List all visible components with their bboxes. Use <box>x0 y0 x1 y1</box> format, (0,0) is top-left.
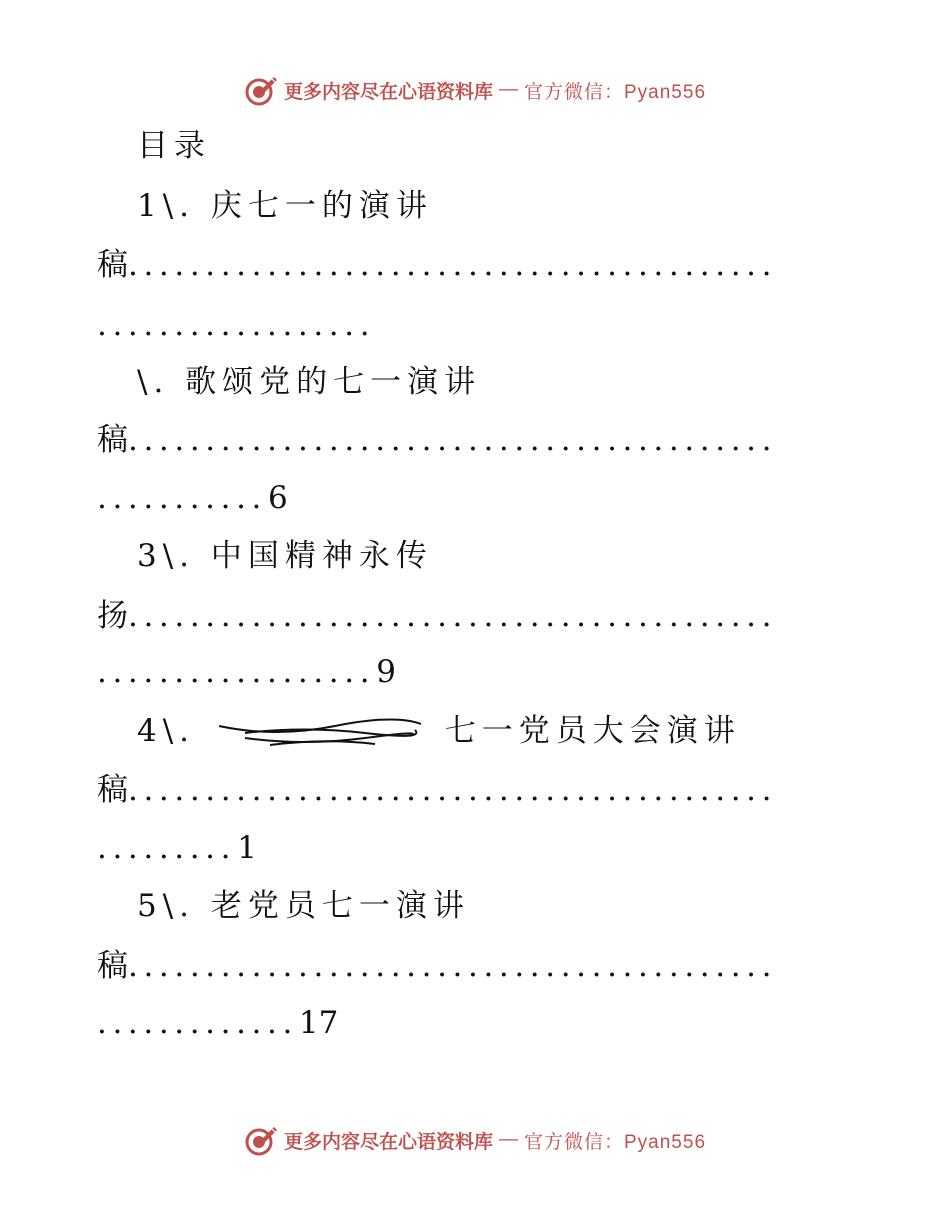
toc-entry-title: 歌颂党的七一演讲 <box>185 364 482 400</box>
leader-dots: ........... <box>97 480 267 516</box>
toc-entry-title: 中国精神永传 <box>210 538 433 574</box>
toc-entry-number: 3\. <box>137 538 196 574</box>
toc-entry-page: 1 <box>237 830 257 866</box>
toc-entry-5-tail <box>97 1003 338 1043</box>
banner-wechat: 官方微信：Pyan556 <box>524 81 707 103</box>
toc-entry-page: 9 <box>376 654 396 690</box>
toc-entry-2-heading[interactable] <box>137 362 481 402</box>
banner-text: 更多内容尽在心语资料库 <box>283 1130 493 1153</box>
banner-text: 更多内容尽在心语资料库 <box>283 80 493 103</box>
leader-dots: .......................................... <box>128 422 778 458</box>
toc-entry-title: 庆七一的演讲 <box>210 188 433 224</box>
toc-entry-1-heading[interactable] <box>137 186 433 226</box>
toc-entry-1-leader <box>97 245 843 285</box>
leader-dots: .................. <box>97 654 376 690</box>
leader-dots: ............. <box>97 1005 298 1041</box>
footer-banner <box>0 1120 950 1160</box>
pen-logo-icon <box>244 1123 278 1157</box>
toc-entry-lead-char: 扬 <box>97 598 128 634</box>
leader-dots: .......................................... <box>128 772 778 808</box>
toc-entry-number: \. <box>137 364 170 400</box>
toc-entry-2-tail <box>97 478 288 518</box>
toc-entry-4-leader <box>97 770 843 810</box>
toc-entry-3-heading[interactable] <box>137 536 433 576</box>
pen-logo-icon <box>244 73 278 107</box>
toc-entry-number: 1\. <box>137 188 196 224</box>
leader-dots: .......................................... <box>128 598 778 634</box>
toc-entry-number: 4\. <box>137 713 196 749</box>
toc-entry-1-tail <box>97 305 376 345</box>
toc-entry-3-tail <box>97 652 396 692</box>
toc-entry-lead-char: 稿 <box>97 772 128 808</box>
toc-entry-title: 老党员七一演讲 <box>210 888 470 924</box>
toc-entry-4-heading[interactable] <box>137 711 741 751</box>
leader-dots: .......................................... <box>128 948 778 984</box>
toc-entry-number: 5\. <box>137 888 196 924</box>
leader-dots: ......... <box>97 830 237 866</box>
toc-entry-5-leader <box>97 946 843 986</box>
toc-entry-page: 6 <box>268 480 288 516</box>
banner-separator: — <box>499 1129 518 1150</box>
leader-dots: .................. <box>97 307 376 343</box>
header-banner <box>0 70 950 110</box>
toc-entry-title: 七一党员大会演讲 <box>444 713 741 749</box>
toc-entry-lead-char: 稿 <box>97 948 128 984</box>
toc-title: 目录 <box>137 128 211 164</box>
banner-separator: — <box>499 79 518 100</box>
toc-entry-lead-char: 稿 <box>97 247 128 283</box>
redacted-scribble <box>215 716 425 750</box>
toc-entry-page: 17 <box>298 1005 339 1041</box>
toc-entry-2-leader <box>97 420 843 460</box>
toc-entry-4-tail <box>97 828 257 868</box>
toc-entry-5-heading[interactable] <box>137 886 470 926</box>
leader-dots: .......................................... <box>128 247 778 283</box>
toc-entry-3-leader <box>97 596 843 636</box>
toc-entry-lead-char: 稿 <box>97 422 128 458</box>
banner-wechat: 官方微信：Pyan556 <box>524 1131 707 1153</box>
